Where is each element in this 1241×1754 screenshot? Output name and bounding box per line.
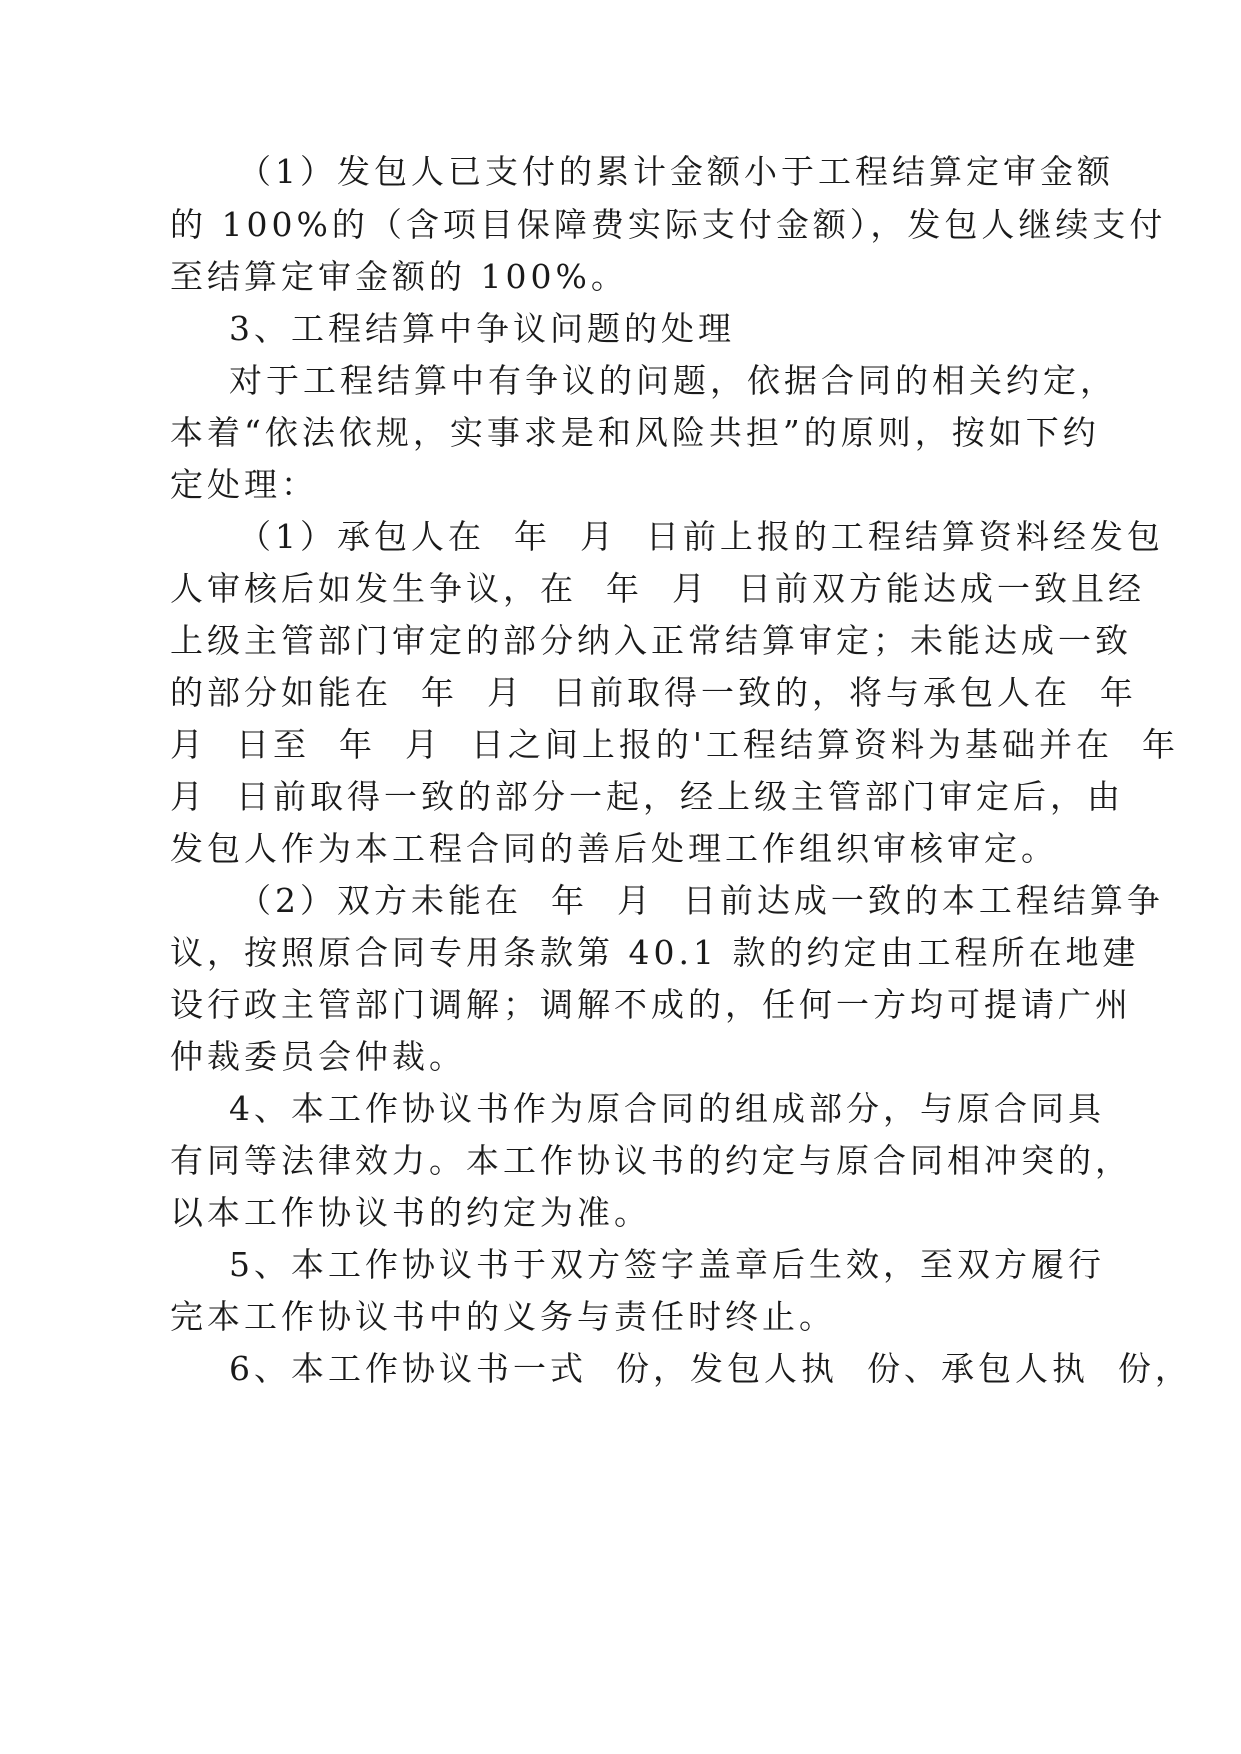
paragraph-line: 完本工作协议书中的义务与责任时终止。 xyxy=(170,1297,836,1336)
paragraph-line: 本着“依法依规，实事求是和风险共担”的原则，按如下约 xyxy=(170,413,1100,452)
paragraph-line: （1）发包人已支付的累计金额小于工程结算定审金额 xyxy=(238,152,1114,191)
paragraph-line: 上级主管部门审定的部分纳入正常结算审定；未能达成一致 xyxy=(170,621,1132,660)
paragraph-line: 议，按照原合同专用条款第 40.1 款的约定由工程所在地建 xyxy=(170,933,1140,972)
paragraph-line: 至结算定审金额的 100%。 xyxy=(170,257,628,296)
paragraph-line: 4、本工作协议书作为原合同的组成部分，与原合同具 xyxy=(229,1089,1105,1128)
paragraph-line: 仲裁委员会仲裁。 xyxy=(170,1037,466,1076)
paragraph-line: 发包人作为本工程合同的善后处理工作组织审核审定。 xyxy=(170,829,1058,868)
paragraph-line: 有同等法律效力。本工作协议书的约定与原合同相冲突的， xyxy=(170,1141,1132,1180)
paragraph-line: 人审核后如发生争议，在 年 月 日前双方能达成一致且经 xyxy=(170,569,1145,608)
paragraph-line: 5、本工作协议书于双方签字盖章后生效，至双方履行 xyxy=(229,1245,1105,1284)
paragraph-line: 月 日前取得一致的部分一起，经上级主管部门审定后，由 xyxy=(170,777,1124,816)
paragraph-line: 的 100%的（含项目保障费实际支付金额），发包人继续支付 xyxy=(170,205,1167,244)
paragraph-line: 对于工程结算中有争议的问题，依据合同的相关约定， xyxy=(229,361,1117,400)
paragraph-line: 月 日至 年 月 日之间上报的'工程结算资料为基础并在 年 xyxy=(170,725,1179,764)
paragraph-line: 定处理： xyxy=(170,465,318,504)
paragraph-line: 6、本工作协议书一式 份，发包人执 份、承包人执 份， xyxy=(229,1349,1192,1388)
paragraph-line: （1）承包人在 年 月 日前上报的工程结算资料经发包 xyxy=(238,517,1164,556)
paragraph-line: 以本工作协议书的约定为准。 xyxy=(170,1193,651,1232)
paragraph-line: （2）双方未能在 年 月 日前达成一致的本工程结算争 xyxy=(238,881,1164,920)
paragraph-line: 设行政主管部门调解；调解不成的，任何一方均可提请广州 xyxy=(170,985,1132,1024)
paragraph-line: 的部分如能在 年 月 日前取得一致的，将与承包人在 年 xyxy=(170,673,1137,712)
section-heading: 3、工程结算中争议问题的处理 xyxy=(229,309,735,348)
